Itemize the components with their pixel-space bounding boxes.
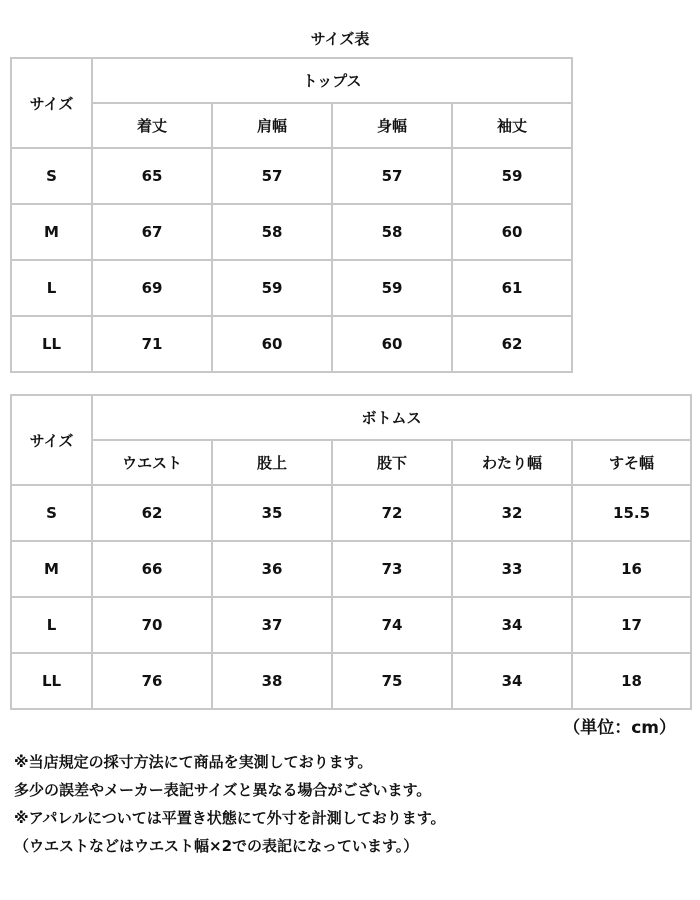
value-cell: 66 bbox=[92, 541, 212, 597]
size-cell: M bbox=[11, 541, 92, 597]
size-header: サイズ bbox=[11, 395, 92, 485]
table-row bbox=[11, 316, 572, 372]
value-cell: 58 bbox=[332, 204, 452, 260]
value-cell: 35 bbox=[212, 485, 332, 541]
value-cell: 38 bbox=[212, 653, 332, 709]
tops-size-table bbox=[10, 57, 573, 373]
column-header: 身幅 bbox=[332, 103, 452, 148]
value-cell: 69 bbox=[92, 260, 212, 316]
size-cell: S bbox=[11, 485, 92, 541]
value-cell: 71 bbox=[92, 316, 212, 372]
size-cell: L bbox=[11, 597, 92, 653]
value-cell: 59 bbox=[212, 260, 332, 316]
value-cell: 16 bbox=[572, 541, 691, 597]
note-line: ※当店規定の採寸方法にて商品を実測しております。 bbox=[14, 753, 373, 771]
table-row bbox=[11, 653, 691, 709]
value-cell: 18 bbox=[572, 653, 691, 709]
value-cell: 32 bbox=[452, 485, 572, 541]
value-cell: 67 bbox=[92, 204, 212, 260]
value-cell: 65 bbox=[92, 148, 212, 204]
column-header: 袖丈 bbox=[452, 103, 572, 148]
value-cell: 37 bbox=[212, 597, 332, 653]
value-cell: 73 bbox=[332, 541, 452, 597]
value-cell: 34 bbox=[452, 653, 572, 709]
table-row bbox=[11, 204, 572, 260]
value-cell: 59 bbox=[332, 260, 452, 316]
table-row bbox=[11, 485, 691, 541]
table-row bbox=[11, 260, 572, 316]
size-header: サイズ bbox=[11, 58, 92, 148]
value-cell: 60 bbox=[452, 204, 572, 260]
column-header: 肩幅 bbox=[212, 103, 332, 148]
value-cell: 59 bbox=[452, 148, 572, 204]
value-cell: 15.5 bbox=[572, 485, 691, 541]
bottoms-group-header: ボトムス bbox=[92, 395, 691, 440]
value-cell: 75 bbox=[332, 653, 452, 709]
size-cell: LL bbox=[11, 316, 92, 372]
unit-label: （単位：cm） bbox=[563, 718, 676, 738]
notes bbox=[14, 748, 684, 860]
column-header: 着丈 bbox=[92, 103, 212, 148]
column-header: 股上 bbox=[212, 440, 332, 485]
column-header: すそ幅 bbox=[572, 440, 691, 485]
note-line: ※アパレルについては平置き状態にて外寸を計測しております。 bbox=[14, 809, 446, 827]
value-cell: 62 bbox=[452, 316, 572, 372]
value-cell: 74 bbox=[332, 597, 452, 653]
tops-group-header: トップス bbox=[92, 58, 572, 103]
size-cell: LL bbox=[11, 653, 92, 709]
value-cell: 57 bbox=[212, 148, 332, 204]
value-cell: 60 bbox=[332, 316, 452, 372]
value-cell: 34 bbox=[452, 597, 572, 653]
note-line: （ウエストなどはウエスト幅×2での表記になっています。） bbox=[14, 837, 419, 855]
value-cell: 72 bbox=[332, 485, 452, 541]
note-line: 多少の誤差やメーカー表記サイズと異なる場合がございます。 bbox=[14, 781, 432, 799]
table-row bbox=[11, 148, 572, 204]
value-cell: 76 bbox=[92, 653, 212, 709]
bottoms-size-table bbox=[10, 394, 692, 710]
value-cell: 60 bbox=[212, 316, 332, 372]
size-cell: S bbox=[11, 148, 92, 204]
column-header: 股下 bbox=[332, 440, 452, 485]
column-header: わたり幅 bbox=[452, 440, 572, 485]
table-row bbox=[11, 541, 691, 597]
value-cell: 58 bbox=[212, 204, 332, 260]
column-header: ウエスト bbox=[92, 440, 212, 485]
size-cell: L bbox=[11, 260, 92, 316]
value-cell: 62 bbox=[92, 485, 212, 541]
value-cell: 17 bbox=[572, 597, 691, 653]
value-cell: 70 bbox=[92, 597, 212, 653]
table-row bbox=[11, 597, 691, 653]
value-cell: 61 bbox=[452, 260, 572, 316]
value-cell: 36 bbox=[212, 541, 332, 597]
value-cell: 33 bbox=[452, 541, 572, 597]
value-cell: 57 bbox=[332, 148, 452, 204]
size-cell: M bbox=[11, 204, 92, 260]
page-title: サイズ表 bbox=[310, 30, 370, 48]
